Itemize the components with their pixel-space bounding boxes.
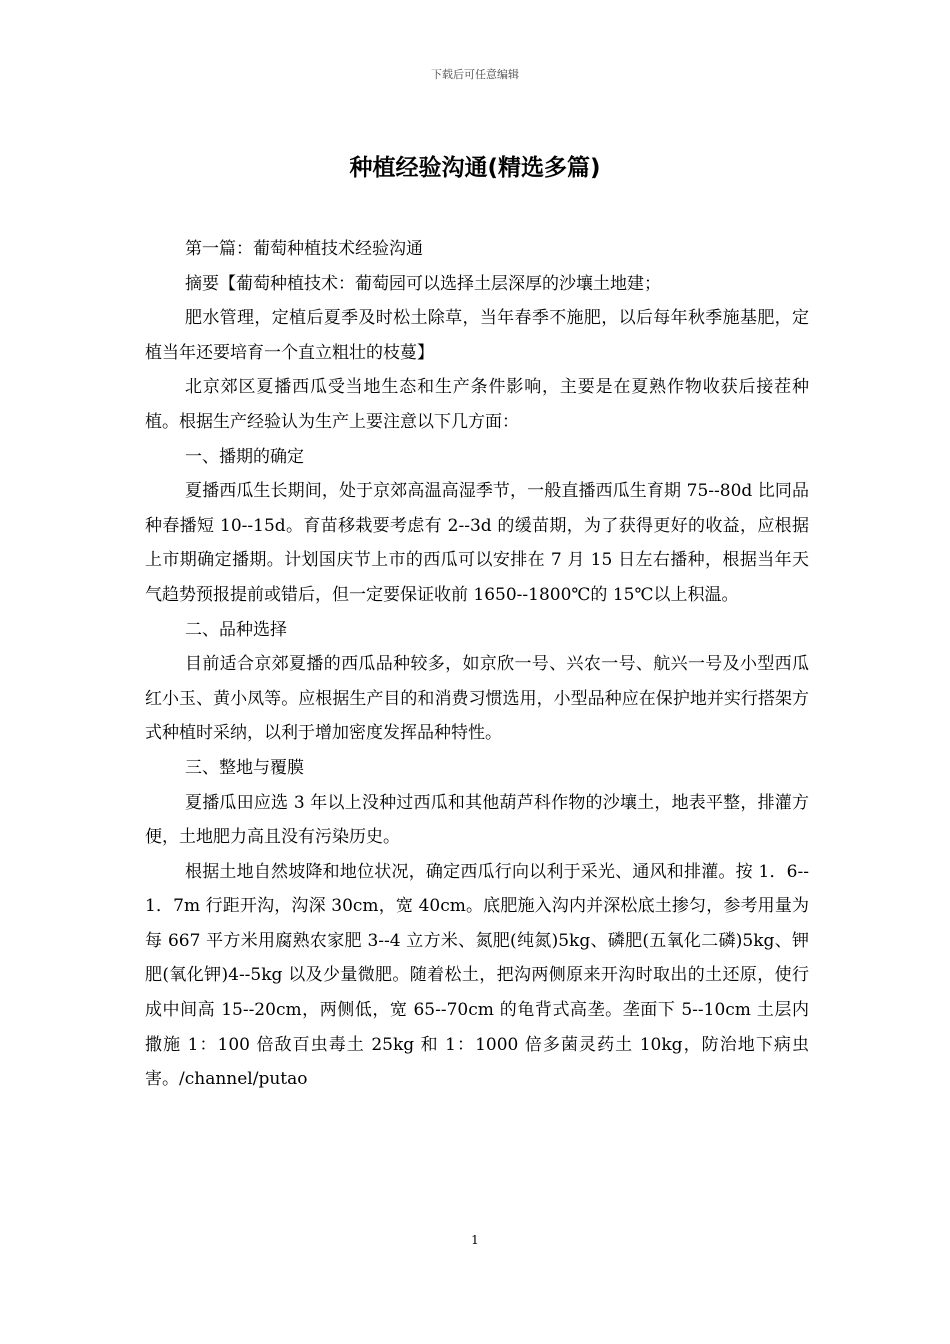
land-prep-paragraph: 夏播瓜田应选 3 年以上没种过西瓜和其他葫芦科作物的沙壤土，地表平整，排灌方便，土地肥力高且没有污染历史。 (145, 792, 809, 848)
variety-paragraph: 目前适合京郊夏播的西瓜品种较多，如京欣一号、兴农一号、航兴一号及小型西瓜红小玉、黄小凤等。应根据生产目的和消费习惯选用，小型品种应在保护地并实行搭架方式种植时采纳，以利于增加密度发挥品种特性。 (145, 654, 809, 744)
sowing-date-paragraph: 夏播西瓜生长期间，处于京郊高温高湿季节，一般直播西瓜生育期 75--80d 比同品种春播短 10--15d。育苗移栽要考虑有 2--3d 的缓苗期，为了获得更好的收益，应根据上市期确定播期。计划国庆节上市的西瓜可以安排在 7 月 15 日左右播种，根据当年天气趋势预报提前或错后，但一定要保证收前 1650--1800℃的 15℃以上积温。 (145, 481, 809, 605)
section-heading-land-prep: 三、整地与覆膜 (185, 757, 304, 778)
section-heading-part-one: 第一篇：葡萄种植技术经验沟通 (185, 239, 423, 259)
page-number: 1 (471, 1233, 479, 1247)
header-note: 下载后可任意编辑 (431, 68, 519, 81)
section-heading-variety: 二、品种选择 (185, 619, 287, 640)
document-body (145, 232, 809, 1097)
intro-paragraph: 北京郊区夏播西瓜受当地生态和生产条件影响，主要是在夏熟作物收获后接茬种植。根据生产经验认为生产上要注意以下几方面： (145, 377, 809, 432)
ridging-paragraph: 根据土地自然坡降和地位状况，确定西瓜行向以利于采光、通风和排灌。按 1．6--1．7m 行距开沟，沟深 30cm，宽 40cm。底肥施入沟内并深松底土掺匀，参考用量为每 667 平方米用腐熟农家肥 3--4 立方米、氮肥(纯氮)5kg、磷肥(五氧化二磷)5kg、钾肥(氧化钾)4--5kg 以及少量微肥。随着松土，把沟两侧原来开沟时取出的土还原，使行成中间高 15--20cm，两侧低，宽 65--70cm 的龟背式高垄。垄面下 5--10cm 土层内撒施 1：100 倍敌百虫毒土 25kg 和 1：1000 倍多菌灵药土 10kg，防治地下病虫害。/channel/putao (145, 861, 809, 1090)
abstract-line: 摘要【葡萄种植技术：葡萄园可以选择土层深厚的沙壤土地建； (185, 273, 661, 294)
abstract-continuation: 肥水管理，定植后夏季及时松土除草，当年春季不施肥，以后每年秋季施基肥，定植当年还要培育一个直立粗壮的枝蔓】 (145, 308, 809, 363)
section-heading-sowing-date: 一、播期的确定 (185, 446, 304, 467)
document-title: 种植经验沟通(精选多篇) (349, 155, 601, 181)
